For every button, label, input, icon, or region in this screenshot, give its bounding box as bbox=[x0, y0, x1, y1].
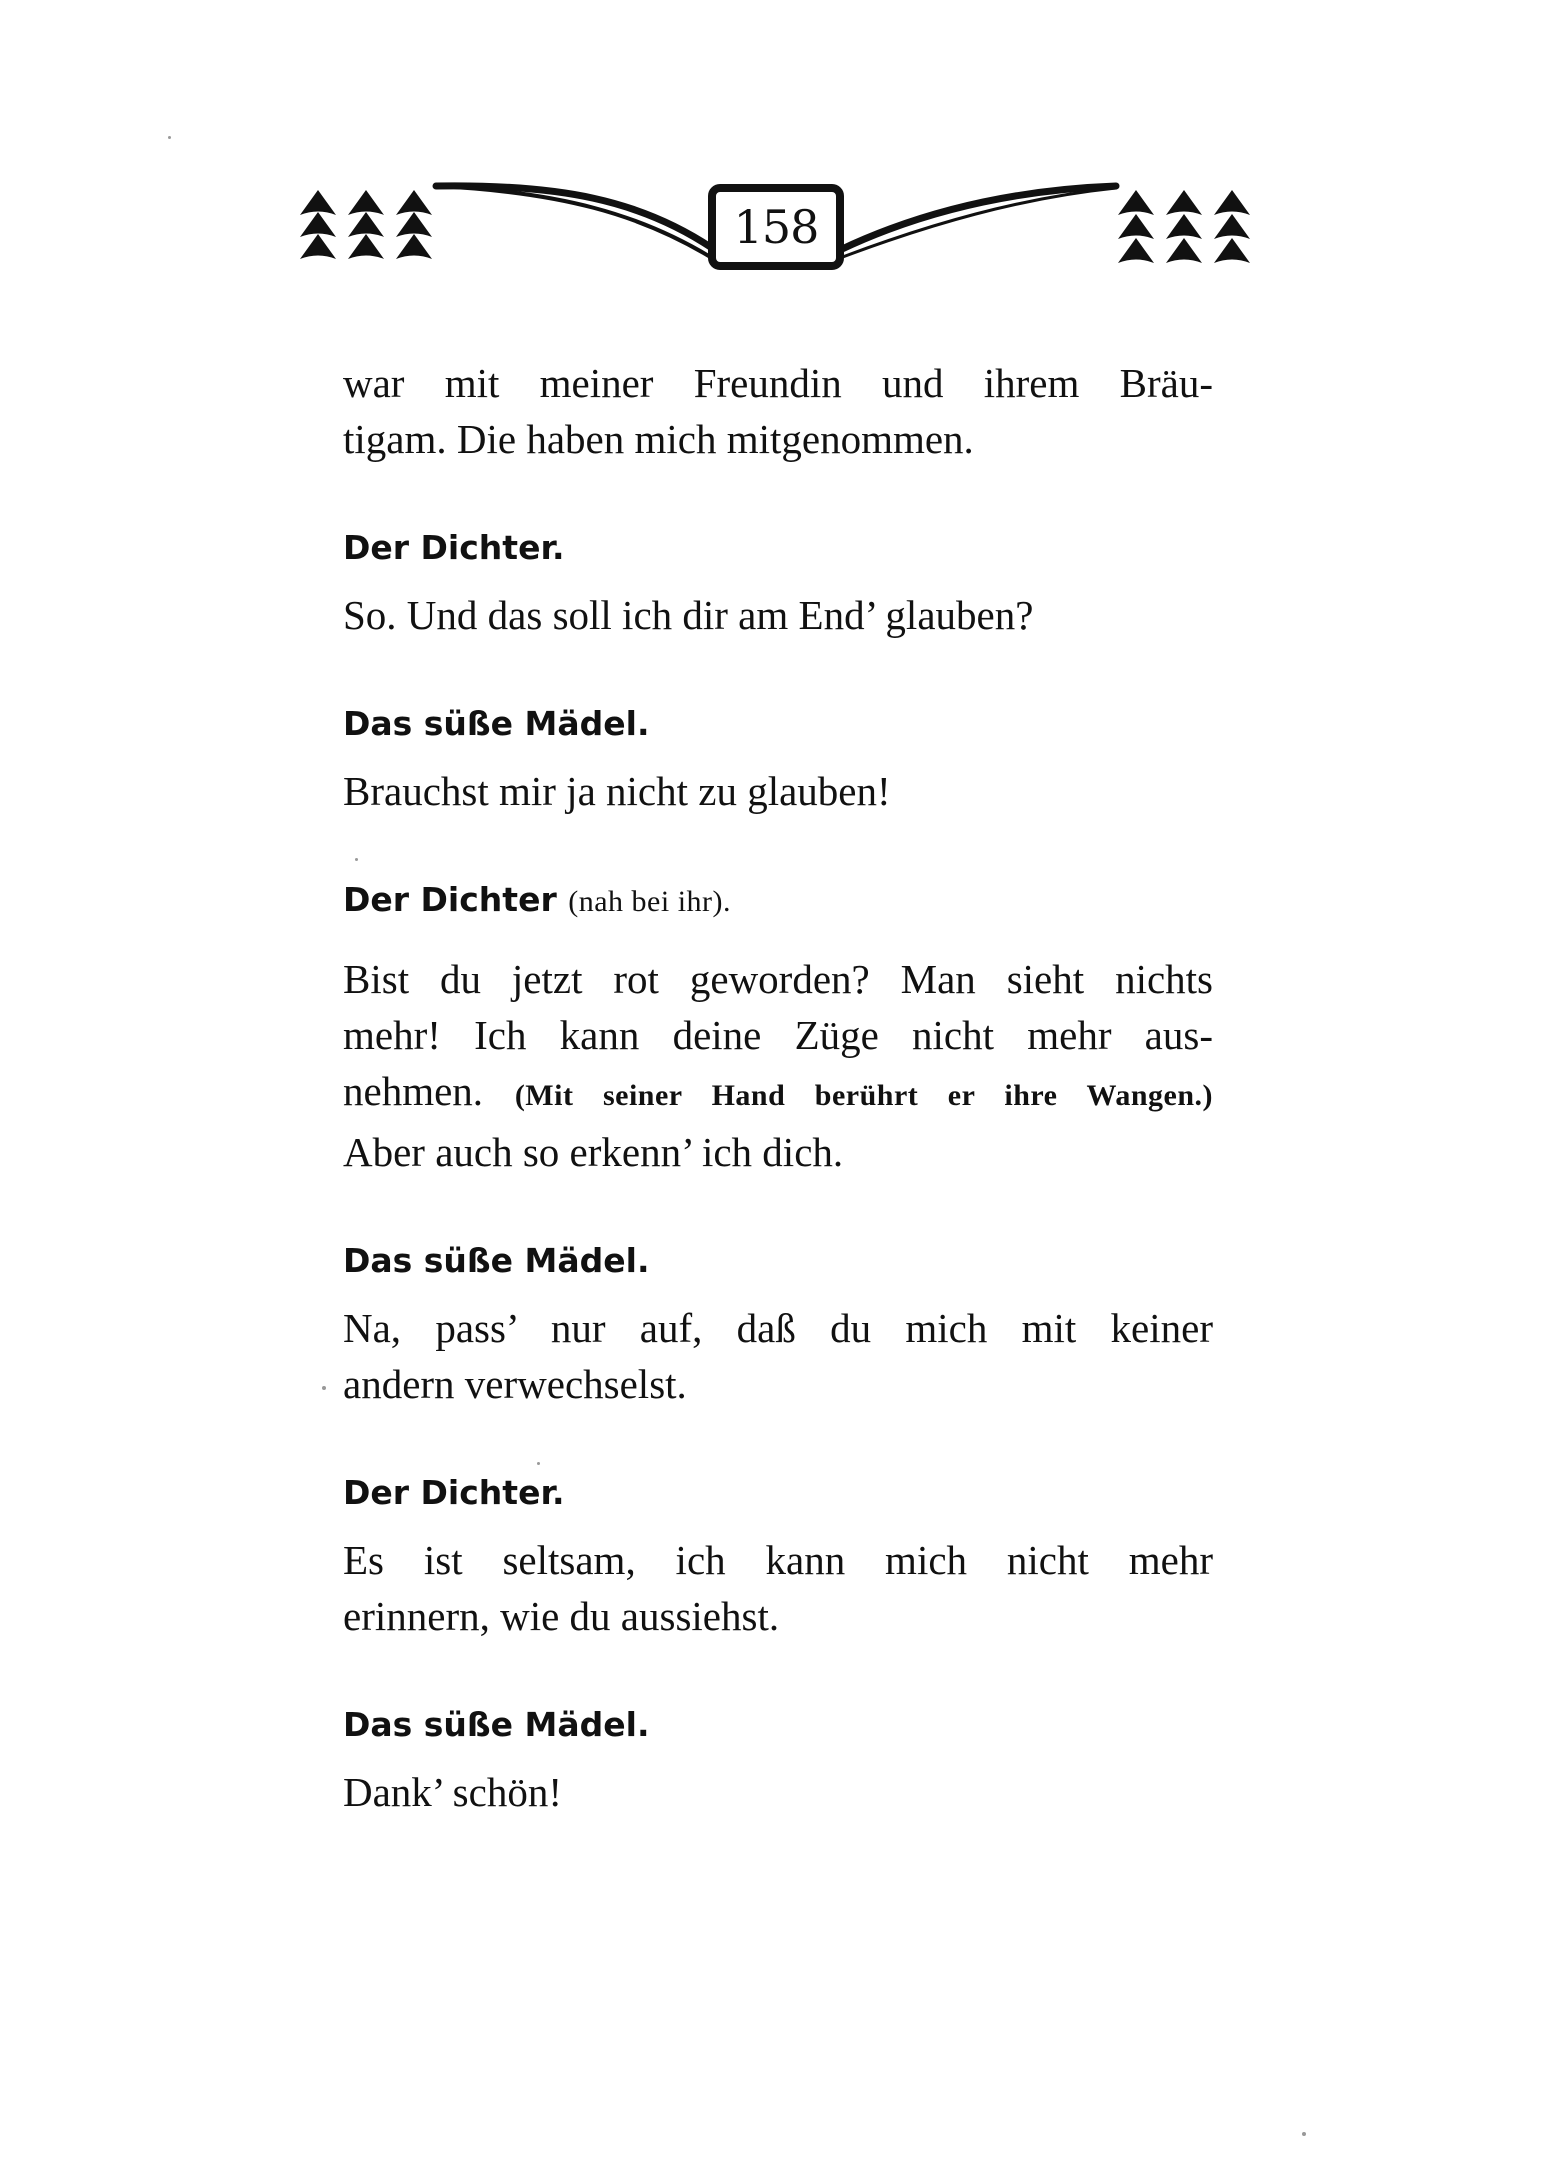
dialogue-line: Bist du jetzt rot geworden? Man sieht nichts bbox=[343, 956, 1213, 1002]
dialogue-line: Aber auch so erkenn’ ich dich. bbox=[343, 1129, 844, 1175]
speaker-name: Der Dichter. bbox=[343, 528, 565, 567]
dialogue-line: Brauchst mir ja nicht zu glauben! bbox=[343, 768, 891, 814]
stage-direction: (nah bei ihr). bbox=[568, 885, 732, 918]
dialogue-line: erinnern, wie du aussiehst. bbox=[343, 1593, 780, 1639]
continuation-line-1: war mit meiner Freundin und ihrem Bräu- bbox=[343, 360, 1213, 406]
scan-speck bbox=[355, 858, 358, 861]
dialogue-line: Es ist seltsam, ich kann mich nicht mehr bbox=[343, 1537, 1213, 1583]
scan-speck bbox=[322, 1386, 326, 1390]
speaker-name: Das süße Mädel. bbox=[343, 1241, 650, 1280]
page-header-ornament bbox=[0, 0, 1552, 300]
speaker-name bbox=[343, 875, 1213, 927]
dialogue-line: So. Und das soll ich dir am End’ glauben? bbox=[343, 592, 1034, 638]
dialogue-line: mehr! Ich kann deine Züge nicht mehr aus- bbox=[343, 1012, 1213, 1058]
page-number: 158 bbox=[733, 200, 819, 254]
dialogue-text: nehmen. bbox=[343, 1068, 484, 1114]
scan-speck bbox=[537, 1462, 540, 1465]
speaker-name: Das süße Mädel. bbox=[343, 704, 650, 743]
speaker-name: Das süße Mädel. bbox=[343, 1705, 650, 1744]
dialogue-line: andern verwechselst. bbox=[343, 1361, 687, 1407]
speaker-name-text: Der Dichter bbox=[343, 880, 557, 919]
scan-speck bbox=[1302, 2132, 1306, 2136]
dialogue-line bbox=[343, 1063, 1213, 1124]
stage-direction: (Mit seiner Hand berührt er ihre Wangen.) bbox=[514, 1079, 1213, 1112]
speaker-name: Der Dichter. bbox=[343, 1473, 565, 1512]
scan-speck bbox=[168, 136, 171, 139]
continuation-line-2: tigam. Die haben mich mitgenommen. bbox=[343, 416, 974, 462]
dialogue-line: Dank’ schön! bbox=[343, 1769, 562, 1815]
dialogue-line: Na, pass’ nur auf, daß du mich mit keiner bbox=[343, 1305, 1213, 1351]
page-body bbox=[343, 355, 1213, 1820]
